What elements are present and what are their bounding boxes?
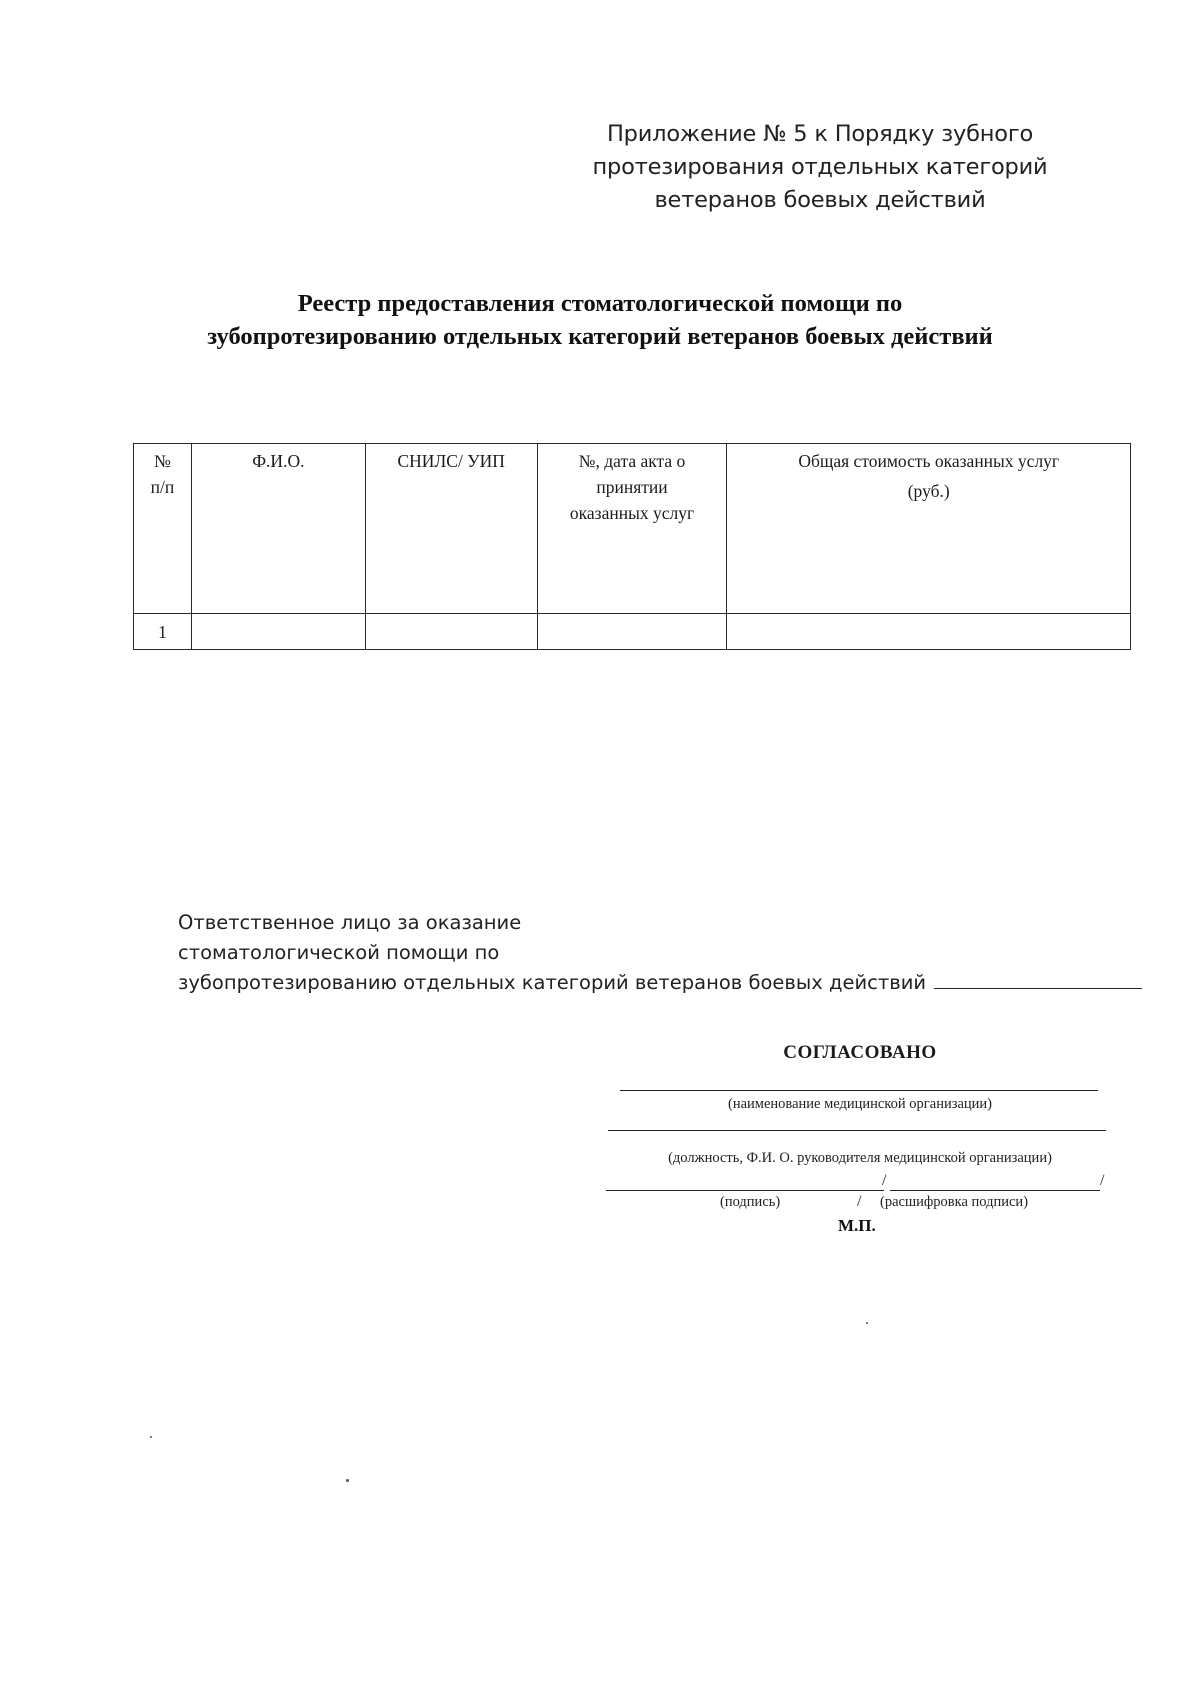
signature-separator: / (882, 1172, 887, 1189)
org-name-caption: (наименование медицинской организации) (728, 1096, 992, 1112)
responsible-line: зубопротезированию отдельных категорий ветеранов боевых действий (178, 968, 1142, 998)
scan-speck (150, 1436, 152, 1438)
appendix-reference (560, 118, 1080, 217)
responsible-signature-blank (934, 970, 1142, 989)
responsible-line: стоматологической помощи по (178, 941, 500, 964)
cell-fio (191, 614, 365, 650)
title-line: зубопротезированию отдельных категорий ветеранов боевых действий (207, 323, 993, 350)
table-row (134, 614, 1131, 650)
appendix-line: ветеранов боевых действий (654, 187, 986, 213)
stamp-place: М.П. (838, 1216, 876, 1235)
responsible-person-block (178, 908, 1142, 998)
decode-caption: (расшифровка подписи) (880, 1194, 1029, 1210)
header-fio: Ф.И.О. (191, 444, 365, 614)
title-line: Реестр предоставления стоматологической помощи по (297, 290, 903, 317)
scan-speck (346, 1479, 349, 1482)
org-name-line (620, 1090, 1098, 1091)
signature-line (606, 1190, 884, 1191)
header-cost: Общая стоимость оказанных услуг (руб.) (727, 444, 1131, 614)
scan-speck (866, 1322, 868, 1324)
agreed-title: СОГЛАСОВАНО (783, 1042, 937, 1063)
cell-number: 1 (134, 614, 192, 650)
appendix-line: протезирования отдельных категорий (592, 154, 1048, 180)
appendix-line: Приложение № 5 к Порядку зубного (606, 121, 1034, 147)
cell-cost (727, 614, 1131, 650)
responsible-line: Ответственное лицо за оказание (178, 911, 522, 934)
header-number: № п/п (134, 444, 192, 614)
signature-caption: (подпись) (720, 1194, 781, 1210)
cell-snils (365, 614, 537, 650)
position-caption: (должность, Ф.И. О. руководителя медицинской организации) (668, 1150, 1052, 1166)
cell-act (537, 614, 727, 650)
document-title (120, 287, 1080, 353)
caption-separator: / (857, 1193, 862, 1210)
register-table (133, 443, 1131, 650)
position-line (608, 1130, 1106, 1131)
decode-line (890, 1190, 1100, 1191)
decode-separator: / (1100, 1172, 1105, 1189)
header-snils: СНИЛС/ УИП (365, 444, 537, 614)
table-header-row (134, 444, 1131, 614)
header-act: №, дата акта о принятии оказанных услуг (537, 444, 727, 614)
